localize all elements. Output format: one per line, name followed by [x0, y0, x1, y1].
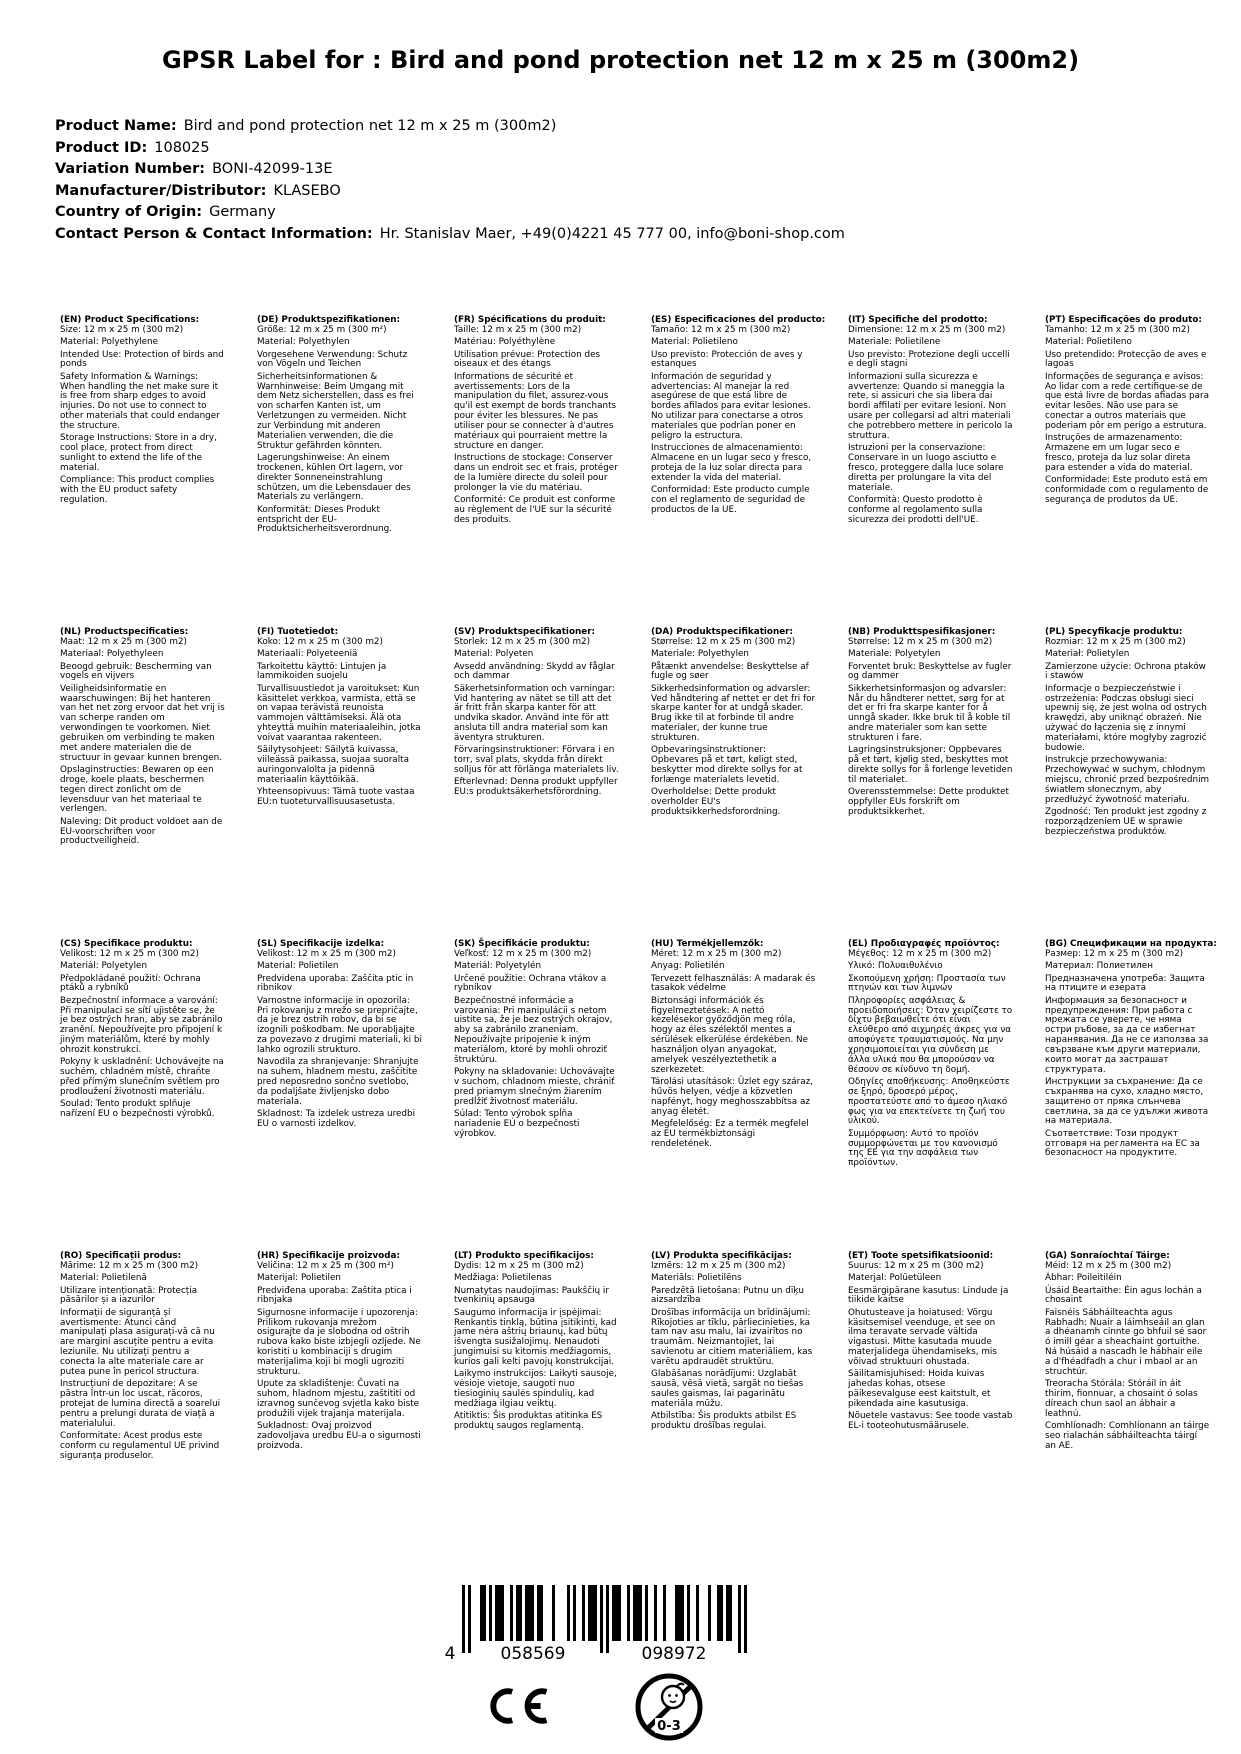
spec-paragraph: Izmērs: 12 m x 25 m (300 m2) — [651, 1260, 786, 1271]
spec-paragraph: Naleving: Dit product voldoet aan de EU-voorschriften voor productveiligheid. — [60, 816, 223, 847]
spec-paragraph: Material: Polietileno — [651, 337, 738, 348]
spec-paragraph: Opbevaringsinstruktioner: Opbevares på et tørt, køligt sted, beskytter mod direkte sollys for at forlænge materialets levetid. — [651, 745, 803, 785]
lang-spec-it — [848, 316, 1013, 628]
lang-spec-title: (ES) Especificaciones del producto: — [651, 315, 826, 325]
spec-paragraph: Μέγεθος: 12 m x 25 m (300 m2) — [848, 948, 992, 959]
spec-paragraph: Medžiaga: Polietilenas — [454, 1273, 552, 1284]
lang-spec-title: (NB) Produkttspesifikasjoner: — [848, 627, 996, 637]
spec-paragraph: Informações de segurança e avisos: Ao lidar com a rede certifique-se de que está livre de bordas afiadas para evitar lesões. Não use para se conectar a outros materiais que poderiam pôr em perigo a estrutura. — [1045, 371, 1209, 431]
spec-paragraph: Instrucciones de almacenamiento: Almacene en un lugar seco y fresco, proteja de la luz solar directa para extender la vida del material. — [651, 443, 812, 483]
spec-paragraph: Efterlevnad: Denna produkt uppfyller EU:s produktsäkerhetsförordning. — [454, 777, 618, 798]
spec-paragraph: Compliance: This product complies with the EU product safety regulation. — [60, 475, 215, 505]
lang-spec-cs — [60, 940, 225, 1252]
spec-paragraph: Treoracha Stórála: Stóráil in áit thirim, fionnuar, a chosaint ó solas díreach chun saol an ábhair a leathnú. — [1045, 1379, 1198, 1419]
barcode-digits-group2: 098972 — [641, 1644, 707, 1661]
lang-spec-title: (ET) Toote spetsifikatsioonid: — [848, 1251, 994, 1261]
spec-paragraph: Maat: 12 m x 25 m (300 m2) — [60, 636, 187, 647]
spec-paragraph: Drošības informācija un brīdinājumi: Rīkojoties ar tīklu, pārliecinieties, ka tam nav asu malu, lai izvairītos no traumām. Neizmantojiet, lai savienotu ar citiem materiāliem, kas varētu apdraudēt struktūru. — [651, 1307, 813, 1367]
spec-paragraph: Материал: Полиетилен — [1045, 961, 1153, 972]
lang-spec-nl — [60, 628, 225, 940]
spec-paragraph: Anyag: Polietilén — [651, 961, 725, 972]
lang-spec-hu — [651, 940, 816, 1252]
spec-paragraph: Méret: 12 m x 25 m (300 m2) — [651, 948, 782, 959]
spec-paragraph: Matériau: Polyéthylène — [454, 337, 556, 348]
spec-paragraph: Sukladnost: Ovaj proizvod zadovoljava uredbu EU-a o sigurnosti proizvoda. — [257, 1421, 421, 1451]
lang-spec-title: (NL) Productspecificaties: — [60, 627, 189, 637]
spec-paragraph: Rozmiar: 12 m x 25 m (300 m2) — [1045, 636, 1186, 647]
spec-paragraph: Información de seguridad y advertencias: Al manejar la red asegúrese de que está libre de bordes afilados para evitar lesiones. No utilizar para conectarse a otros materiales que podrían poner en peligro la estructura. — [651, 371, 811, 441]
spec-paragraph: Dimensione: 12 m x 25 m (300 m2) — [848, 324, 1006, 335]
lang-spec-title: (IT) Specifiche del prodotto: — [848, 315, 988, 325]
spec-paragraph: Storage Instructions: Store in a dry, cool place, protect from direct sunlight to extend the life of the material. — [60, 433, 217, 473]
spec-paragraph: Materiaali: Polyeteeniä — [257, 649, 358, 660]
spec-paragraph: Materiál: Polyetylen — [60, 961, 148, 972]
spec-paragraph: Dydis: 12 m x 25 m (300 m2) — [454, 1260, 584, 1271]
spec-paragraph: Veličina: 12 m x 25 m (300 m²) — [257, 1260, 394, 1271]
lang-spec-title: (FI) Tuotetiedot: — [257, 627, 339, 637]
lang-spec-title: (BG) Спецификации на продукта: — [1045, 939, 1217, 949]
spec-grid — [60, 315, 1217, 1564]
spec-paragraph: Safety Information & Warnings: When handling the net make sure it is free from sharp edges to avoid injuries. Do not use to connect to other materials that could endanger the structure. — [60, 371, 220, 431]
product-info-row — [55, 116, 845, 138]
spec-paragraph: Material: Polietilenă — [60, 1273, 147, 1284]
spec-paragraph: Súlad: Tento výrobok spĺňa nariadenie EÚ o bezpečnosti výrobkov. — [454, 1109, 580, 1139]
lang-spec-title: (EL) Προδιαγραφές προϊόντος: — [848, 939, 1000, 949]
barcode-digits-group1: 058569 — [500, 1644, 566, 1661]
spec-paragraph: Paredzētā lietošana: Putnu un dīķu aizsardzība — [651, 1285, 804, 1306]
lang-spec-title: (SV) Produktspecifikationer: — [454, 627, 596, 637]
spec-paragraph: Méid: 12 m x 25 m (300 m2) — [1045, 1260, 1172, 1271]
spec-paragraph: Zgodność: Ten produkt jest zgodny z rozporządzeniem UE w sprawie bezpieczeństwa produktów. — [1045, 806, 1207, 837]
lang-spec-pt — [1045, 316, 1210, 628]
lang-spec-title: (LV) Produkta specifikācijas: — [651, 1251, 792, 1261]
spec-paragraph: Säilytysohjeet: Säilytä kuivassa, viileässä paikassa, suojaa suoralta auringonvalolta ja pidennä materiaalin käyttöikää. — [257, 745, 409, 785]
product-info-block — [55, 116, 845, 245]
spec-paragraph: Ábhar: Poileitiléin — [1045, 1273, 1122, 1284]
lang-spec-ro — [60, 1252, 225, 1564]
lang-spec-lv — [651, 1252, 816, 1564]
spec-paragraph: Lagerungshinweise: An einem trockenen, kühlen Ort lagern, vor direkter Sonneneinstrahlung schützen, um die Lebensdauer des Materials zu verlängern. — [257, 452, 411, 503]
spec-paragraph: Megfelelőség: Ez a termék megfelel az EU termékbiztonsági rendeletének. — [651, 1118, 809, 1149]
lang-spec-sl — [257, 940, 422, 1252]
lang-spec-title: (RO) Specificații produs: — [60, 1251, 182, 1261]
spec-paragraph: Yhteensopivuus: Tämä tuote vastaa EU:n tuoteturvallisuusasetusta. — [257, 787, 415, 807]
spec-paragraph: Informații de siguranță și avertismente: Atunci când manipulați plasa asigurați-vă că nu are margini ascuțite pentru a evita leziunile. Nu utilizați pentru a conecta la alte materiale care ar putea pune în pericol structura. — [60, 1307, 215, 1377]
spec-paragraph: Atitiktis: Šis produktas atitinka ES produktų saugos reglamentą. — [454, 1411, 603, 1431]
spec-paragraph: Biztonsági információk és figyelmeztetések: A nettó kezelésekor győződjön meg róla, hogy az éles szélektől mentes a sérülések elkerülése érdekében. Ne használjon olyan anyagokat, amelyek veszélyeztethetik a szerkezetet. — [651, 995, 809, 1075]
spec-paragraph: Material: Polyeten — [454, 649, 534, 660]
spec-paragraph: Materiāls: Polietilēns — [651, 1273, 742, 1284]
spec-paragraph: Υλικό: Πολυαιθυλένιο — [848, 961, 943, 972]
info-value: Germany — [209, 204, 276, 220]
spec-paragraph: Tamaño: 12 m x 25 m (300 m2) — [651, 324, 791, 335]
spec-paragraph: Tervezett felhasználás: A madarak és tasakok védelme — [651, 973, 816, 994]
page-title: GPSR Label for : Bird and pond protection net 12 m x 25 m (300m2) — [161, 46, 1080, 74]
spec-paragraph: Suurus: 12 m x 25 m (300 m2) — [848, 1260, 984, 1271]
spec-paragraph: Materiaal: Polyethyleen — [60, 649, 164, 660]
spec-paragraph: Sigurnosne informacije i upozorenja: Prilikom rukovanja mrežom osigurajte da je slobodna od oštrih rubova kako biste izbjegli ozljede. Ne koristiti u kombinaciji s drugim materijalima koji bi mogli ugroziti strukturu. — [257, 1307, 421, 1377]
lang-spec-sv — [454, 628, 619, 940]
spec-paragraph: Informazioni sulla sicurezza e avvertenze: Quando si maneggia la rete, si assicuri che sia libera dai bordi affilati per evitare lesioni. Non usare per collegarsi ad altri materiali che potrebbero mettere in pericolo la struttura. — [848, 371, 1013, 441]
age-warning-0-3-icon — [633, 1670, 705, 1748]
lang-spec-de — [257, 316, 422, 628]
lang-spec-fi — [257, 628, 422, 940]
lang-spec-title: (HR) Specifikacije proizvoda: — [257, 1251, 400, 1261]
lang-spec-title: (LT) Produkto specifikacijos: — [454, 1251, 594, 1261]
spec-paragraph: Materijal: Polietilen — [257, 1273, 341, 1284]
info-label: Contact Person & Contact Information: — [55, 225, 373, 242]
barcode-svg — [440, 1585, 750, 1661]
spec-paragraph: Forventet bruk: Beskyttelse av fugler og dammer — [848, 661, 1012, 682]
spec-paragraph: Opslaginstructies: Bewaren op een droge, koele plaats, beschermen tegen direct zonlicht om de levensduur van het materiaal te verlengen. — [60, 764, 214, 815]
spec-paragraph: Skladnost: Ta izdelek ustreza uredbi EU o varnosti izdelkov. — [257, 1109, 416, 1129]
spec-paragraph: Uso previsto: Protección de aves y estanques — [651, 349, 803, 370]
spec-paragraph: Nõuetele vastavus: See toode vastab EL-i tooteohutusmäärusele. — [848, 1411, 1013, 1431]
product-info-row — [55, 202, 845, 224]
spec-paragraph: Upute za skladištenje: Čuvati na suhom, hladnom mjestu, zaštititi od izravnog sunčevog svjetla kako biste produžili vijek trajanja materijala. — [257, 1379, 420, 1419]
ce-mark-icon — [488, 1684, 550, 1732]
spec-paragraph: Taille: 12 m x 25 m (300 m2) — [454, 324, 582, 335]
spec-paragraph: Информация за безопасност и предупреждения: При работа с мрежата се уверете, че няма остри ръбове, за да се избегнат наранявания. Да не се използва за свързване към други материали, които могат да застрашат структурата. — [1045, 995, 1209, 1075]
spec-paragraph: Uso previsto: Protezione degli uccelli e degli stagni — [848, 349, 1010, 370]
spec-paragraph: Veľkosť: 12 m x 25 m (300 m2) — [454, 948, 592, 959]
spec-paragraph: Съответствие: Този продукт отговаря на регламента на ЕС за безопасност на продуктите. — [1045, 1128, 1200, 1159]
spec-paragraph: Glabāšanas norādījumi: Uzglabāt sausā, vēsā vietā, sargāt no tiešas saules gaismas, lai pagarinātu materiāla mūžu. — [651, 1369, 804, 1409]
spec-paragraph: Overholdelse: Dette produkt overholder EU's produktsikkerhedsforordning. — [651, 787, 781, 817]
spec-paragraph: Size: 12 m x 25 m (300 m2) — [60, 324, 184, 335]
spec-paragraph: Materiale: Polyethylen — [651, 649, 750, 660]
spec-paragraph: Numatytas naudojimas: Paukščių ir tvenkinių apsauga — [454, 1285, 609, 1306]
spec-paragraph: Größe: 12 m x 25 m (300 m²) — [257, 324, 387, 335]
lang-spec-nb — [848, 628, 1013, 940]
spec-paragraph: Uso pretendido: Protecção de aves e lagoas — [1045, 349, 1207, 370]
spec-paragraph: Informations de sécurité et avertissements: Lors de la manipulation du filet, assurez-vous qu'il est exempt de bords tranchants pour éviter les blessures. Ne pas utiliser pour se connecter à d'autres matériaux qui pourraient mettre la structure en danger. — [454, 371, 617, 451]
spec-paragraph: Turvallisuustiedot ja varoitukset: Kun käsittelet verkkoa, varmista, että se on vapaa terävistä reunoista vammojen välttämiseksi. Älä ota yhteyttä muihin materiaaleihin, jotka voivat vaarantaa rakenteen. — [257, 683, 421, 743]
spec-paragraph: Predvidena uporaba: Zaščita ptic in ribnikov — [257, 973, 414, 994]
spec-paragraph: Istruzioni per la conservazione: Conservare in un luogo asciutto e fresco, proteggere dalla luce solare diretta per prolungare la vita del materiale. — [848, 443, 1004, 493]
product-info-row — [55, 159, 845, 181]
spec-paragraph: Ohutusteave ja hoiatused: Võrgu käsitsemisel veenduge, et see on ilma teravate servade vältida vigastusi. Mitte kasutada muude materjalidega ühendamiseks, mis võivad struktuuri ohustada. — [848, 1307, 997, 1367]
spec-paragraph: Eesmärgipärane kasutus: Lindude ja tiikide kaitse — [848, 1285, 1009, 1306]
spec-paragraph: Tamanho: 12 m x 25 m (300 m2) — [1045, 324, 1190, 335]
lang-spec-title: (FR) Spécifications du produit: — [454, 315, 606, 325]
spec-paragraph: Størrelse: 12 m x 25 m (300 m2) — [848, 636, 993, 647]
spec-paragraph: Säkerhetsinformation och varningar: Vid hantering av nätet se till att det är fritt från skarpa kanter för att undvika skador. Använd inte för att ansluta till andra material som kan äventyra strukturen. — [454, 683, 615, 743]
spec-paragraph: Veiligheidsinformatie en waarschuwingen: Bij het hanteren van het net zorg ervoor dat het vrij is van scherpe randen om verwondingen te voorkomen. Niet gebruiken om verbinding te maken met andere materialen die de structuur in gevaar kunnen brengen. — [60, 683, 225, 763]
spec-paragraph: Material: Polyethylene — [60, 337, 159, 348]
spec-paragraph: Utilizare intenționată: Protecția păsărilor și a iazurilor — [60, 1285, 198, 1306]
spec-paragraph: Velikost: 12 m x 25 m (300 m2) — [257, 948, 396, 959]
spec-paragraph: Materiale: Polyetylen — [848, 649, 941, 660]
spec-paragraph: Materiale: Polietilene — [848, 337, 941, 348]
spec-paragraph: Material: Polyethylen — [257, 337, 350, 348]
lang-spec-title: (SL) Specifikacije izdelka: — [257, 939, 385, 949]
spec-paragraph: Pokyny k uskladnění: Uchovávejte na suchém, chladném místě, chraňte před přímým slunečním světlem pro prodloužení životnosti materiálu. — [60, 1057, 224, 1097]
product-info-row — [55, 224, 845, 246]
spec-paragraph: Material: Polietilen — [257, 961, 339, 972]
spec-paragraph: Velikost: 12 m x 25 m (300 m2) — [60, 948, 199, 959]
spec-paragraph: Informacje o bezpieczeństwie i ostrzeżenia: Podczas obsługi sieci upewnij się, że jest wolna od ostrych krawędzi, aby uniknąć obrażeń. Nie używać do łączenia się z innymi materiałami, które mogłyby zagrozić budowie. — [1045, 683, 1207, 753]
spec-paragraph: Soulad: Tento produkt splňuje nařízení EU o bezpečnosti výrobků. — [60, 1099, 215, 1119]
spec-paragraph: Utilisation prévue: Protection des oiseaux et des étangs — [454, 349, 601, 370]
spec-paragraph: Saugumo informacija ir įspėjimai: Renkantis tinklą, būtina įsitikinti, kad jame nėra aštrių briaunų, kad būtų išvengta susižalojimų. Nenaudoti jungimuisi su kitomis medžiagomis, kurios gali kelti pavojų konstrukcijai. — [454, 1307, 617, 1367]
lang-spec-en — [60, 316, 225, 628]
lang-spec-el — [848, 940, 1013, 1252]
spec-paragraph: Atbilstība: Šis produkts atbilst ES produktu drošības regulai. — [651, 1411, 797, 1431]
spec-paragraph: Instruções de armazenamento: Armazene em um lugar seco e fresco, proteja da luz solar direta para estender a vida do material. — [1045, 433, 1193, 473]
age-warning-label: 0-3 — [657, 1719, 681, 1734]
spec-paragraph: Bezpečnostní informace a varování: Při manipulaci se sítí ujistěte se, že je bez ostrých hran, aby se zabránilo zranění. Nepoužívejte pro připojení k jiným materiálům, které by mohly ohrozit konstrukci. — [60, 995, 223, 1055]
spec-paragraph: Předpokládané použití: Ochrana ptáků a rybníků — [60, 973, 201, 994]
spec-paragraph: Sikkerhetsinformasjon og advarsler: Når du håndterer nettet, sørg for at det er fri fra skarpe kanter for å unngå skader. Ikke bruk til å koble til andre materialer som kan sette strukturen i fare. — [848, 683, 1011, 743]
spec-paragraph: Overensstemmelse: Dette produktet oppfyller EUs forskrift om produktsikkerhet. — [848, 787, 1009, 817]
spec-paragraph: Materjal: Polüetüleen — [848, 1273, 942, 1284]
lang-spec-title: (HU) Termékjellemzők: — [651, 939, 764, 949]
spec-paragraph: Mărime: 12 m x 25 m (300 m2) — [60, 1260, 199, 1271]
lang-spec-title: (SK) Špecifikácie produktu: — [454, 939, 590, 949]
spec-paragraph: Sikkerhedsinformation og advarsler: Ved håndtering af nettet er det fri for skarpe kanter for at undgå skader. Brug ikke til at forbinde til andre materialer, der kunne true strukturen. — [651, 683, 816, 743]
spec-paragraph: Conformité: Ce produit est conforme au règlement de l'UE sur la sécurité des produits. — [454, 494, 616, 525]
lang-spec-hr — [257, 1252, 422, 1564]
spec-paragraph: Koko: 12 m x 25 m (300 m2) — [257, 636, 383, 647]
info-value: BONI-42099-13E — [212, 161, 333, 177]
lang-spec-fr — [454, 316, 619, 628]
lang-spec-title: (PL) Specyfikacje produktu: — [1045, 627, 1183, 637]
lang-spec-lt — [454, 1252, 619, 1564]
info-label: Country of Origin: — [55, 204, 203, 220]
lang-spec-title: (PT) Especificações do produto: — [1045, 315, 1202, 325]
spec-paragraph: Material: Polietileno — [1045, 337, 1132, 348]
product-info-row — [55, 138, 845, 160]
product-info-row — [55, 181, 845, 203]
spec-paragraph: Инструкции за съхранение: Да се съхранява на сухо, хладно място, защитено от пряка слънчева светлина, за да се удължи живота на материала. — [1045, 1076, 1209, 1127]
spec-paragraph: Materiał: Polietylen — [1045, 649, 1130, 660]
spec-paragraph: Påtænkt anvendelse: Beskyttelse af fugle og søer — [651, 661, 809, 682]
lang-spec-bg — [1045, 939, 1217, 1252]
spec-paragraph: Predviđena uporaba: Zaštita ptica i ribnjaka — [257, 1285, 412, 1306]
spec-paragraph: Tarkoitettu käyttö: Lintujen ja lammikoiden suojelu — [257, 661, 387, 682]
spec-paragraph: Instructions de stockage: Conserver dans un endroit sec et frais, protéger de la lumière directe du soleil pour prolonger la vie du matériau. — [454, 452, 618, 493]
spec-paragraph: Faisnéis Sábháilteachta agus Rabhadh: Nuair a láimhseáil an glan a dhéanamh cinnte go bhfuil sé saor ó imill géar a sheachaint gortuithe. Ná húsáid a nascadh le hábhair eile a d'fhéadfadh a chur i mbaol ar an struchtúr. — [1045, 1307, 1207, 1377]
spec-paragraph: Materiál: Polyetylén — [454, 961, 542, 972]
spec-paragraph: Laikymo instrukcijos: Laikyti sausoje, vėsioje vietoje, saugoti nuo tiesioginių saulės spindulių, kad medžiaga ilgiau veiktų. — [454, 1369, 617, 1409]
spec-paragraph: Οδηγίες αποθήκευσης: Αποθηκεύστε σε ξηρό, δροσερό μέρος, προστατεύστε από το άμεσο ηλιακό φως για να επεκτείνετε τη ζωή του υλικού. — [848, 1076, 1010, 1127]
spec-paragraph: Förvaringsinstruktioner: Förvara i en torr, sval plats, skydda från direkt solljus för att förlänga materialets liv. — [454, 745, 619, 775]
spec-paragraph: Comhlíonadh: Comhlíonann an táirge seo rialachán sábháilteachta táirgí an AE. — [1045, 1421, 1210, 1451]
lang-spec-es — [651, 315, 826, 628]
spec-paragraph: Tárolási utasítások: Üzlet egy száraz, hűvös helyen, védje a közvetlen napfényt, hogy meghosszabbítsa az anyag életét. — [651, 1076, 814, 1117]
info-value: Hr. Stanislav Maer, +49(0)4221 45 777 00, info@boni-shop.com — [379, 225, 845, 242]
lang-spec-title: (CS) Specifikace produktu: — [60, 939, 193, 949]
spec-paragraph: Conformità: Questo prodotto è conforme al regolamento sulla sicurezza dei prodotti dell'UE. — [848, 494, 983, 525]
lang-spec-sk — [454, 940, 619, 1252]
spec-paragraph: Instrucțiuni de depozitare: A se păstra într-un loc uscat, răcoros, protejat de lumina directă a soarelui pentru a prelungi durata de viață a materialului. — [60, 1379, 221, 1429]
spec-paragraph: Størrelse: 12 m x 25 m (300 m2) — [651, 636, 796, 647]
lang-spec-title: (EN) Product Specifications: — [60, 315, 200, 325]
lang-spec-title: (DE) Produktspezifikationen: — [257, 315, 401, 325]
spec-paragraph: Συμμόρφωση: Αυτό το προϊόν συμμορφώνεται με τον κανονισμό της ΕΕ για την ασφάλεια των προϊόντων. — [848, 1128, 998, 1169]
info-label: Product Name: — [55, 118, 177, 134]
spec-paragraph: Размер: 12 m x 25 m (300 m2) — [1045, 948, 1184, 959]
lang-spec-ga — [1045, 1252, 1210, 1564]
spec-paragraph: Konformität: Dieses Produkt entspricht der EU-Produktsicherheitsverordnung. — [257, 504, 393, 535]
lang-spec-da — [651, 628, 816, 940]
spec-paragraph: Conformitate: Acest produs este conform cu regulamentul UE privind siguranța produselor. — [60, 1430, 220, 1461]
info-value: KLASEBO — [273, 182, 341, 199]
spec-paragraph: Navodila za shranjevanje: Shranjujte na suhem, hladnem mestu, zaščitite pred neposredno sončno svetlobo, da podaljšate življenjsko dobo materiala. — [257, 1057, 419, 1107]
spec-paragraph: Предназначена употреба: Защита на птиците и езерата — [1045, 973, 1205, 994]
spec-paragraph: Vorgesehene Verwendung: Schutz von Vögeln und Teichen — [257, 349, 408, 370]
barcode-lead-digit: 4 — [444, 1644, 456, 1661]
spec-paragraph: Säilitamisjuhised: Hoida kuivas jahedas kohas, otsese päikesevalguse eest kaitstult, et pikendada aine kasutusiga. — [848, 1369, 991, 1409]
spec-paragraph: Určené použitie: Ochrana vtákov a rybníkov — [454, 973, 607, 994]
spec-paragraph: Sicherheitsinformationen & Warnhinweise: Beim Umgang mit dem Netz sicherstellen, dass es frei von scharfen Kanten ist, um Verletzungen zu vermeiden. Nicht zur Verbindung mit anderen Materialien verwenden, die die Struktur gefährden könnten. — [257, 371, 414, 451]
spec-paragraph: Instrukcje przechowywania: Przechowywać w suchym, chłodnym miejscu, chronić przed bezpośrednim światłem słonecznym, aby przedłużyć żywotność materiału. — [1045, 755, 1210, 805]
spec-paragraph: Σκοπούμενη χρήση: Προστασία των πτηνών και των λιμνών — [848, 973, 1006, 994]
spec-paragraph: Beoogd gebruik: Bescherming van vogels en vijvers — [60, 661, 212, 682]
info-value: Bird and pond protection net 12 m x 25 m (300m2) — [183, 118, 557, 134]
spec-paragraph: Úsáid Beartaithe: Éin agus lochán a chosaint — [1045, 1285, 1202, 1306]
info-label: Variation Number: — [55, 161, 206, 177]
lang-spec-pl — [1045, 628, 1210, 940]
lang-spec-title: (GA) Sonraíochtaí Táirge: — [1045, 1251, 1170, 1261]
lang-spec-et — [848, 1252, 1013, 1564]
spec-paragraph: Conformidade: Este produto está em conformidade com o regulamento de segurança de produtos da UE. — [1045, 475, 1209, 505]
spec-paragraph: Pokyny na skladovanie: Uchovávajte v suchom, chladnom mieste, chrániť pred priamym slnečným žiarením predĺžiť životnosť materiálu. — [454, 1067, 615, 1107]
spec-paragraph: Storlek: 12 m x 25 m (300 m2) — [454, 636, 591, 647]
spec-paragraph: Bezpečnostné informácie a varovania: Pri manipulácii s netom uistite sa, že je bez ostrých okrajov, aby sa zabránilo zraneniam. Nepoužívajte pripojenie k iným materiálom, ktoré by mohli ohroziť štruktúru. — [454, 995, 613, 1065]
spec-paragraph: Zamierzone użycie: Ochrona ptaków i stawów — [1045, 661, 1206, 682]
spec-paragraph: Conformidad: Este producto cumple con el reglamento de seguridad de productos de la UE. — [651, 485, 810, 515]
lang-spec-title: (DA) Produktspecifikationer: — [651, 627, 794, 637]
spec-paragraph: Intended Use: Protection of birds and ponds — [60, 349, 224, 370]
info-label: Manufacturer/Distributor: — [55, 182, 267, 199]
spec-paragraph: Πληροφορίες ασφάλειας & προειδοποιήσεις: Όταν χειρίζεστε το δίχτυ βεβαιωθείτε ότι είναι ελεύθερο από αιχμηρές άκρες για να αποφύγετε τραυματισμούς. Να μην χρησιμοποιείται για σύνδεση με άλλα υλικά που θα μπορούσαν να θέσουν σε κίνδυνο τη δομή. — [848, 995, 1013, 1075]
info-label: Product ID: — [55, 139, 148, 156]
spec-paragraph: Varnostne informacije in opozorila: Pri rokovanju z mrežo se prepričajte, da je brez ostrih robov, da bi se izognili poškodbam. Ne uporabljajte za povezavo z drugimi materiali, ki bi lahko ogrozili strukturo. — [257, 995, 422, 1055]
spec-paragraph: Lagringsinstruksjoner: Oppbevares på et tørt, kjølig sted, beskyttes mot direkte sollys for å forlenge levetiden til materialet. — [848, 745, 1013, 785]
spec-paragraph: Avsedd användning: Skydd av fåglar och dammar — [454, 661, 615, 682]
info-value: 108025 — [154, 139, 210, 156]
ean-barcode — [440, 1585, 750, 1661]
